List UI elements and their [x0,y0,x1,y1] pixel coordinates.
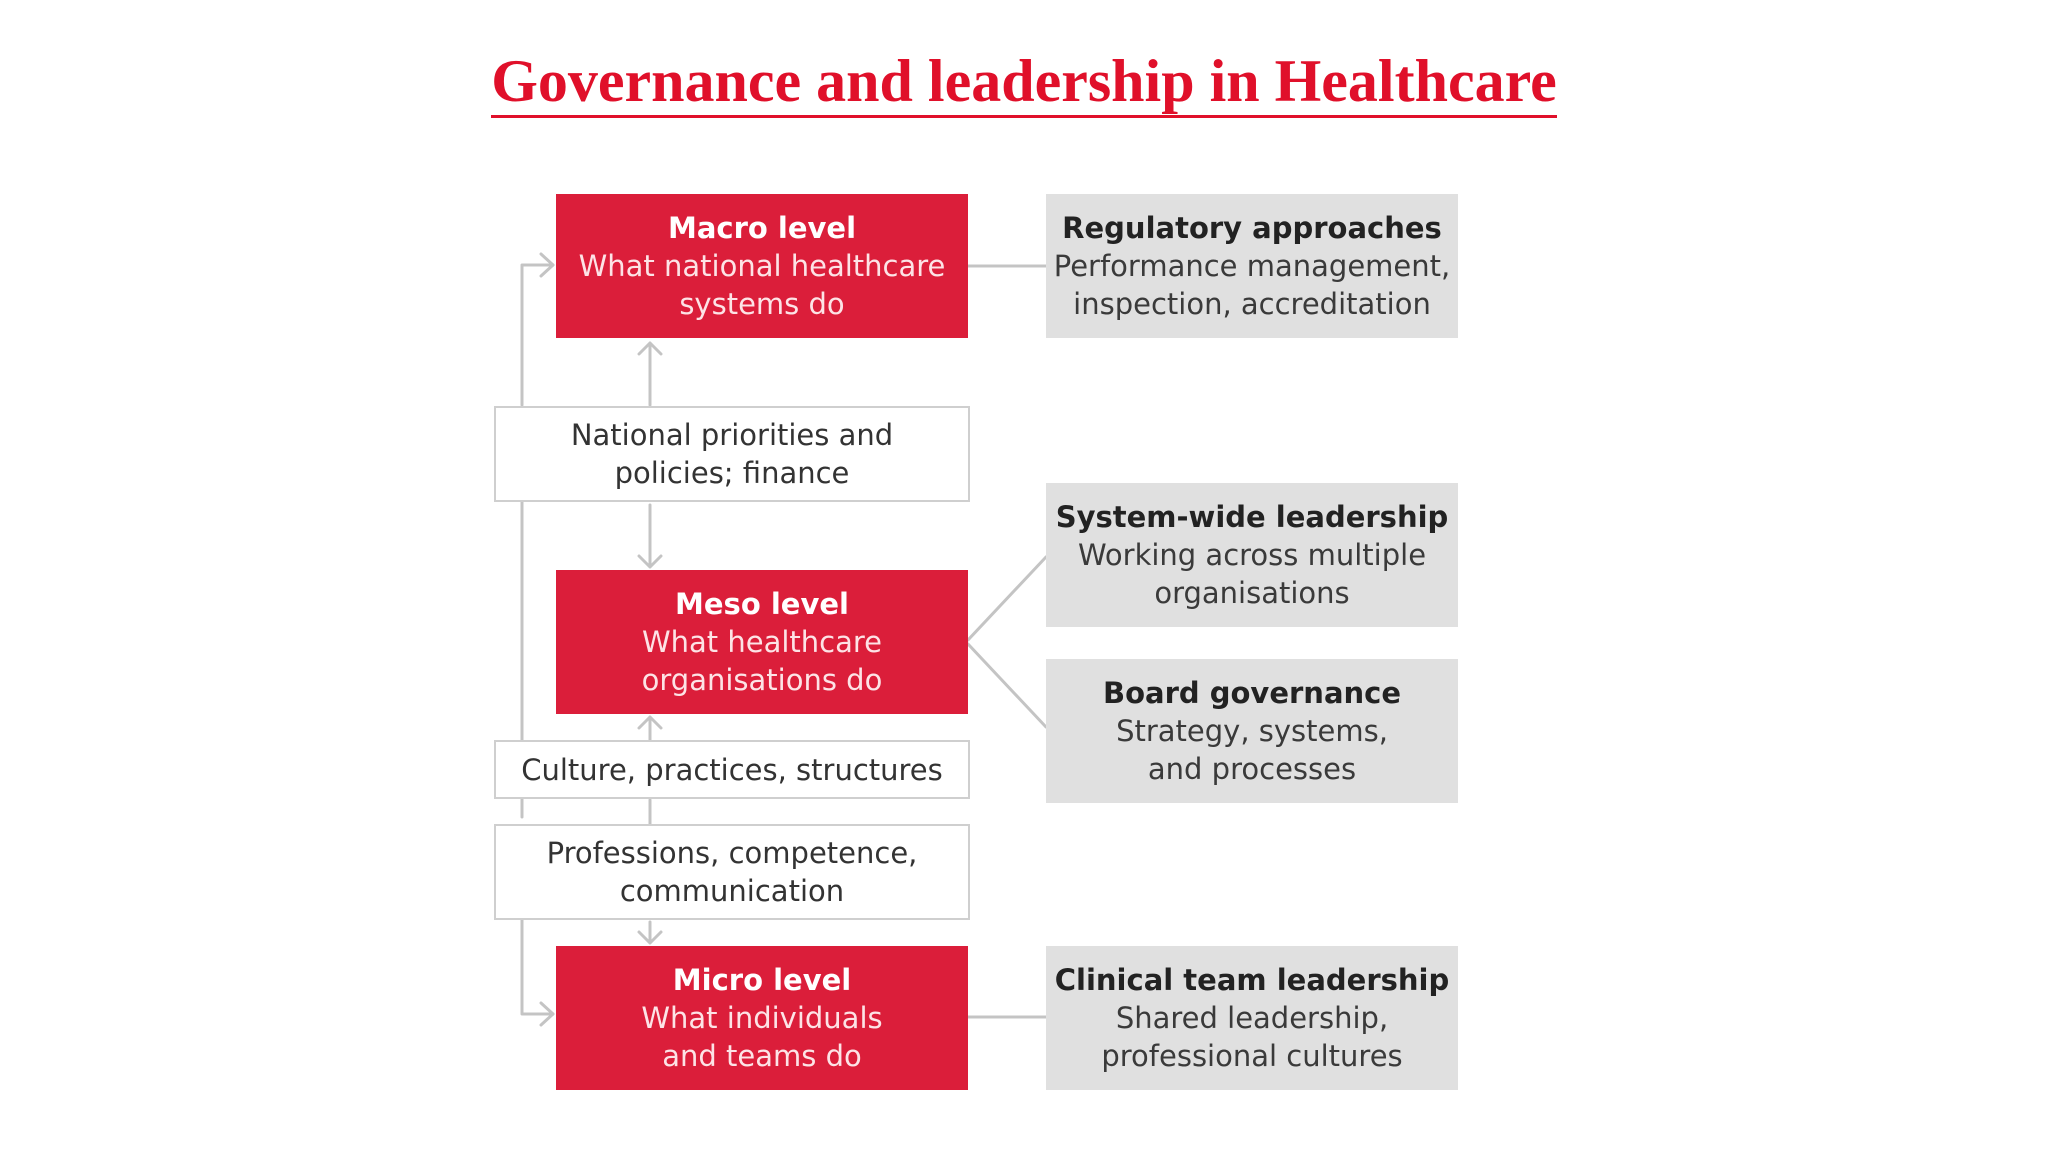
national-priorities-line1: National priorities and [570,418,894,452]
culture-box [494,740,970,799]
national-priorities-box [494,406,970,502]
macro-level-line1: What national healthcare [578,249,946,283]
clinical-team-leadership-box [1046,946,1458,1090]
macro-level-heading: Macro level [667,211,857,245]
culture-to-meso-arrow [639,717,661,742]
professions-line1: Professions, competence, [546,836,918,870]
micro-level-heading: Micro level [672,963,852,997]
regulatory-approaches-line2: inspection, accreditation [1073,287,1431,321]
clinical-team-leadership-line1: Shared leadership, [1115,1001,1389,1035]
meso-level-box [556,570,968,714]
board-governance-heading: Board governance [1102,676,1402,710]
meso-to-system-wide-line [968,557,1046,640]
system-wide-leadership-heading: System-wide leadership [1055,500,1449,534]
board-governance-line2: and processes [1147,752,1357,786]
page-title-text: Governance and leadership in Healthcare [491,48,1557,118]
national-to-meso-arrow [639,505,661,567]
meso-level-line2: organisations do [641,663,883,697]
micro-level-line1: What individuals [641,1001,883,1035]
meso-level-heading: Meso level [675,587,849,621]
clinical-team-leadership-heading: Clinical team leadership [1054,963,1450,997]
micro-level-line2: and teams do [662,1039,862,1073]
system-wide-leadership-line1: Working across multiple [1077,538,1427,572]
macro-level-box [556,194,968,338]
clinical-team-leadership-line2: professional cultures [1101,1039,1403,1073]
regulatory-approaches-line1: Performance management, [1053,249,1451,283]
national-to-macro-arrow [639,343,661,405]
board-governance-line1: Strategy, systems, [1116,714,1388,748]
culture-line1: Culture, practices, structures [521,752,943,787]
national-priorities-line2: policies; finance [614,456,850,490]
board-governance-box [1046,659,1458,803]
system-wide-leadership-box [1046,483,1458,627]
professions-to-micro-arrow [639,922,661,943]
system-wide-leadership-line2: organisations [1154,576,1350,610]
micro-level-box [556,946,968,1090]
meso-level-line1: What healthcare [641,625,883,659]
regulatory-approaches-box [1046,194,1458,338]
professions-line2: communication [619,874,845,908]
meso-to-board-line [968,644,1046,727]
regulatory-approaches-heading: Regulatory approaches [1062,211,1442,245]
macro-level-line2: systems do [679,287,845,321]
professions-box [494,824,970,920]
